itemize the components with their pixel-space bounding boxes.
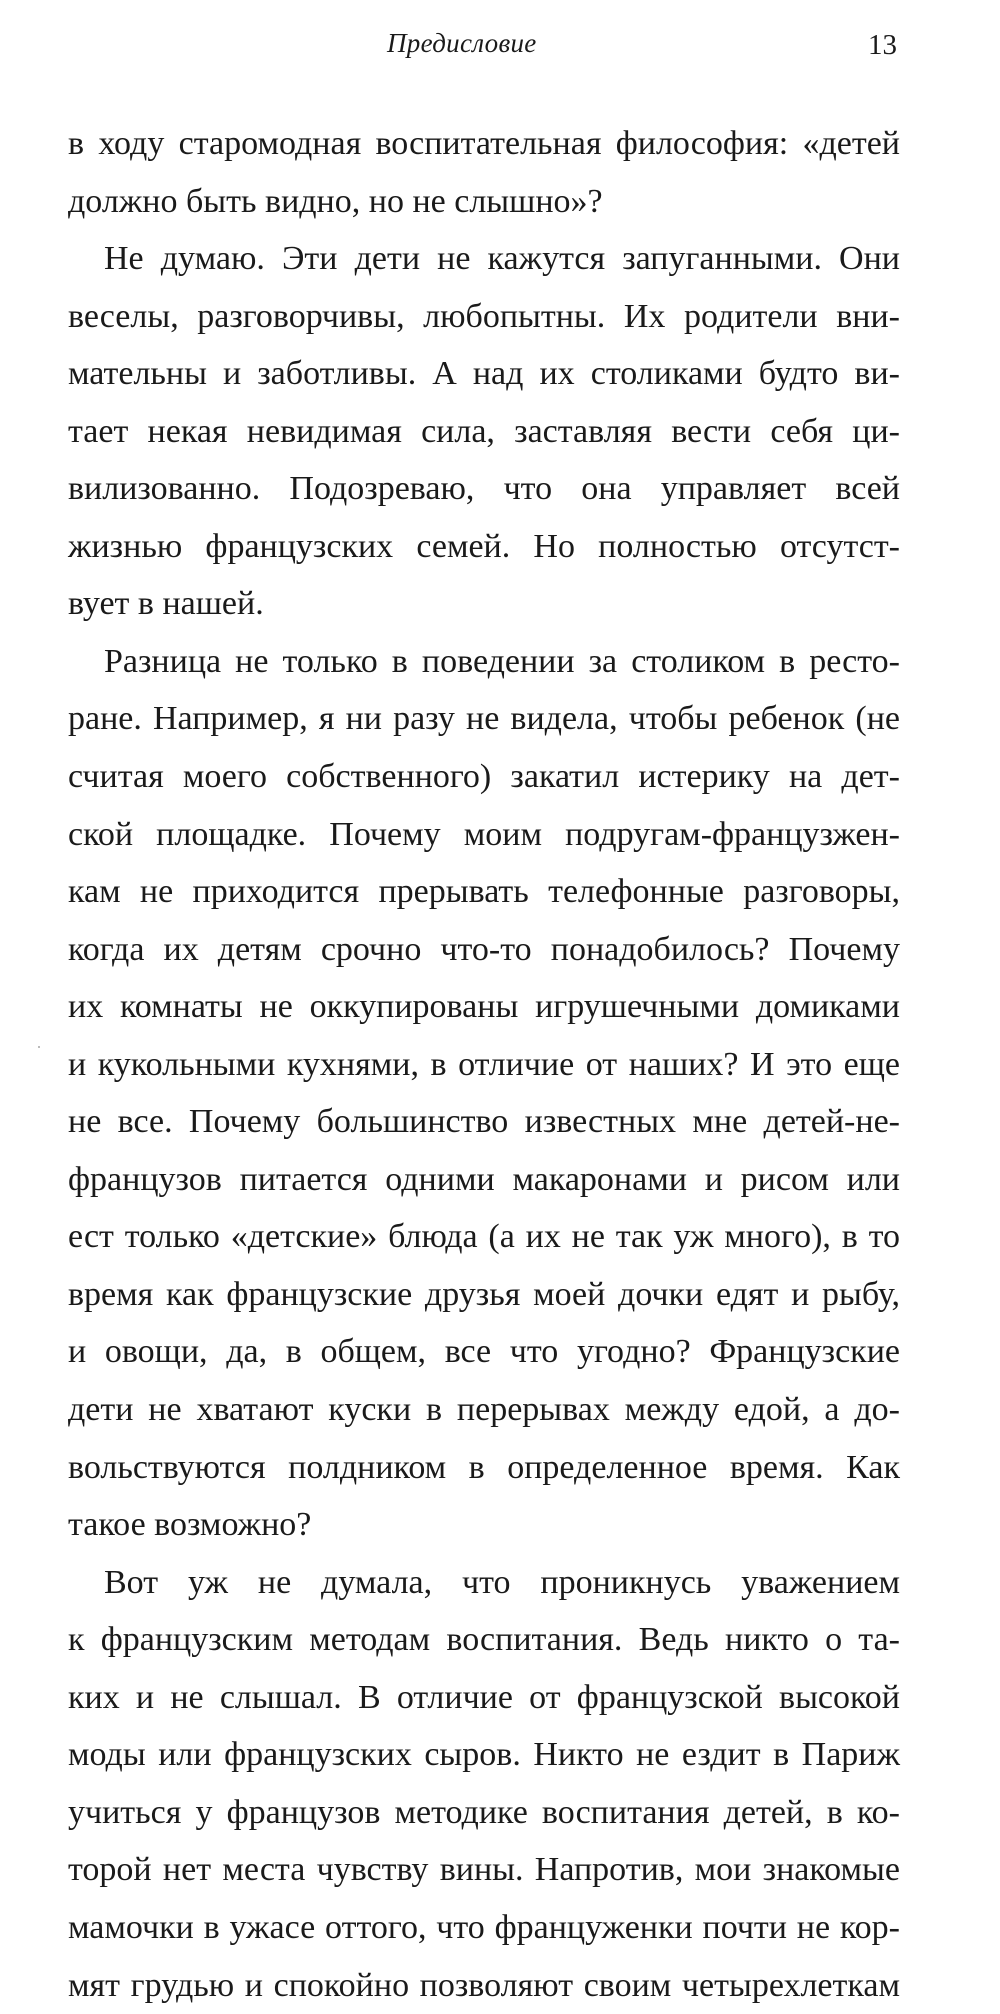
- text-line: должно быть видно, но не слышно»?: [68, 173, 900, 231]
- text-line: тает некая невидимая сила, заставляя вести себя ци-: [68, 403, 900, 461]
- text-line: ест только «детские» блюда (а их не так уж много), в то: [68, 1208, 900, 1266]
- text-line: к французским методам воспитания. Ведь никто о та-: [68, 1611, 900, 1669]
- text-line: вилизованно. Подозреваю, что она управляет всей: [68, 460, 900, 518]
- text-line: веселы, разговорчивы, любопытны. Их родители вни-: [68, 288, 900, 346]
- text-line: такое возможно?: [68, 1496, 900, 1554]
- text-line: их комнаты не оккупированы игрушечными домиками: [68, 978, 900, 1036]
- text-line: вольствуются полдником в определенное время. Как: [68, 1439, 900, 1497]
- text-line: кам не приходится прерывать телефонные разговоры,: [68, 863, 900, 921]
- text-line: считая моего собственного) закатил истерику на дет-: [68, 748, 900, 806]
- text-line: в ходу старомодная воспитательная философия: «детей: [68, 115, 900, 173]
- text-line: моды или французских сыров. Никто не ездит в Париж: [68, 1726, 900, 1784]
- text-line: вует в нашей.: [68, 575, 900, 633]
- text-line: Разница не только в поведении за столиком в ресто-: [68, 633, 900, 691]
- text-line: Не думаю. Эти дети не кажутся запуганными. Они: [68, 230, 900, 288]
- running-header: [0, 28, 1000, 68]
- section-title: Предисловие: [387, 28, 537, 59]
- body-text: [68, 115, 900, 2014]
- text-line: мательны и заботливы. А над их столиками будто ви-: [68, 345, 900, 403]
- text-line: жизнью французских семей. Но полностью отсутст-: [68, 518, 900, 576]
- text-line: ране. Например, я ни разу не видела, чтобы ребенок (не: [68, 690, 900, 748]
- text-line: мамочки в ужасе оттого, что француженки почти не кор-: [68, 1899, 900, 1957]
- text-line: и овощи, да, в общем, все что угодно? Французские: [68, 1323, 900, 1381]
- text-line: ких и не слышал. В отличие от французской высокой: [68, 1669, 900, 1727]
- text-line: дети не хватают куски в перерывах между едой, а до-: [68, 1381, 900, 1439]
- text-line: мят грудью и спокойно позволяют своим четырехлеткам: [68, 1957, 900, 2014]
- page-number: 13: [868, 29, 897, 62]
- scan-speck: [38, 1046, 40, 1048]
- text-line: и кукольными кухнями, в отличие от наших? И это еще: [68, 1036, 900, 1094]
- text-line: ской площадке. Почему моим подругам-французжен-: [68, 806, 900, 864]
- text-line: французов питается одними макаронами и рисом или: [68, 1151, 900, 1209]
- text-line: когда их детям срочно что-то понадобилось? Почему: [68, 921, 900, 979]
- text-line: Вот уж не думала, что проникнусь уважением: [68, 1554, 900, 1612]
- text-line: учиться у французов методике воспитания детей, в ко-: [68, 1784, 900, 1842]
- text-line: не все. Почему большинство известных мне детей-не-: [68, 1093, 900, 1151]
- text-line: торой нет места чувству вины. Напротив, мои знакомые: [68, 1841, 900, 1899]
- text-line: время как французские друзья моей дочки едят и рыбу,: [68, 1266, 900, 1324]
